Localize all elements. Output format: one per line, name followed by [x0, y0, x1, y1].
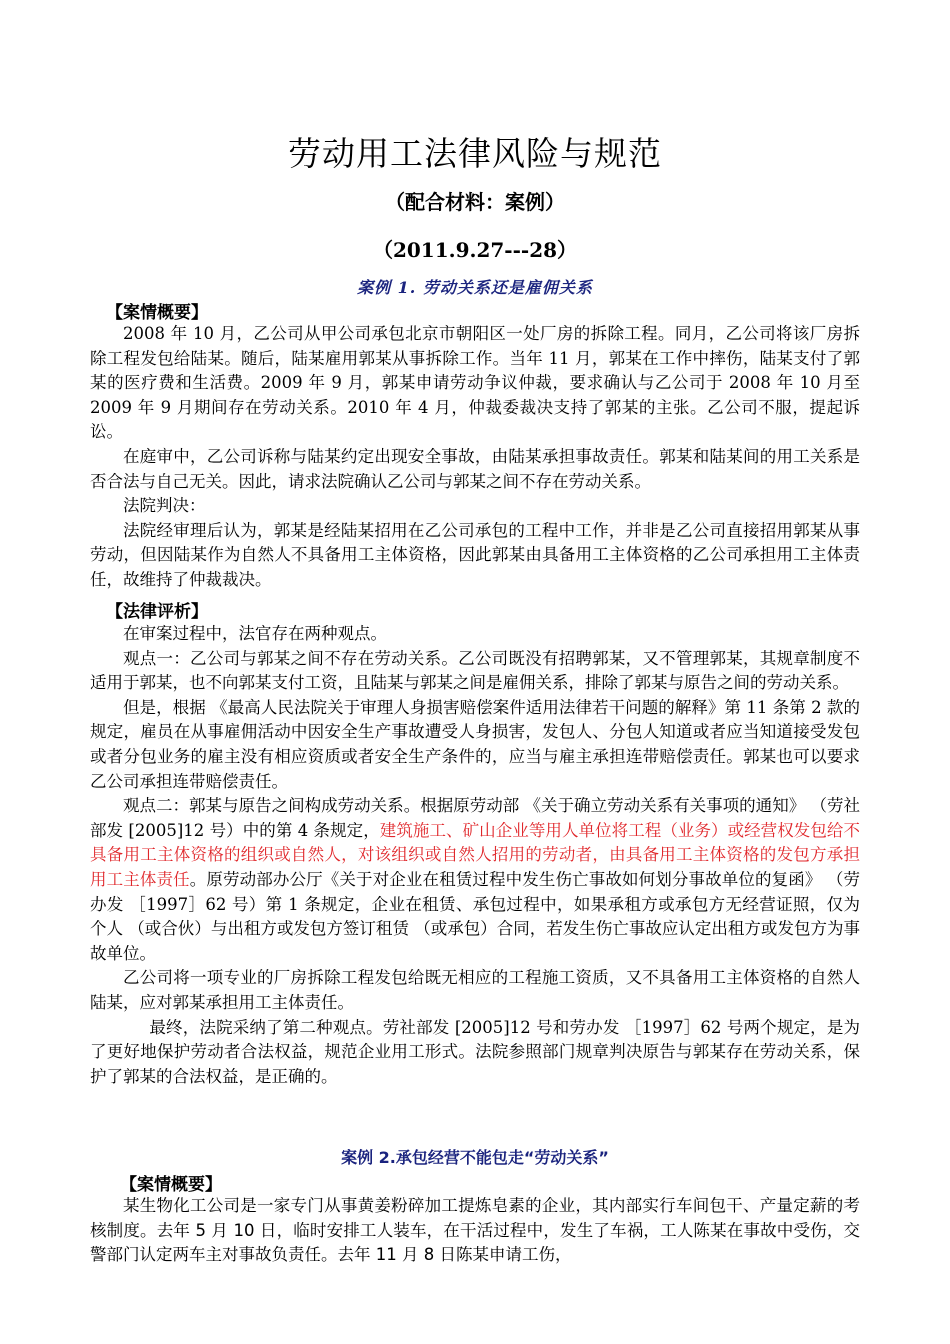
case1-paragraph: 法院判决：: [123, 496, 206, 516]
case1-p8-highlight: 建筑施工、矿山企业等用人单位将工程（业务）或经营权发包给不具备用工主体资格的组织或自然人，对该组织或自然人招用的劳动者，由具备用工主体资格的发包方承担用工主体责任: [90, 820, 860, 889]
case1-paragraph: 2008 年 10 月，乙公司从甲公司承包北京市朝阳区一处厂房的拆除工程。同月，乙公司将该厂房拆除工程发包给陆某。随后，陆某雇用郭某从事拆除工作。当年 11 月，郭某在工作中摔伤，陆某支付了郭某的医疗费和生活费。2009 年 9 月，郭某申请劳动争议仲裁，要求确认与乙公司于 2008 年 10 月至 2009 年 9 月期间存在劳动关系。2010 年 4 月，仲裁委裁决支持了郭某的主张。乙公司不服，提起诉讼。: [90, 324, 860, 442]
case1-paragraph: 乙公司将一项专业的厂房拆除工程发包给既无相应的工程施工资质，又不具备用工主体资格的自然人陆某，应对郭某承担用工主体责任。: [90, 968, 860, 1012]
case1-analysis-label: 【法律评析】: [106, 602, 208, 622]
case1-overview-body: [90, 322, 860, 593]
case1-paragraph-with-highlight: [90, 794, 860, 966]
case2-overview-label: 【案情概要】: [120, 1175, 222, 1195]
case1-paragraph: 观点一：乙公司与郭某之间不存在劳动关系。乙公司既没有招聘郭某，又不管理郭某，其规章制度不适用于郭某，也不向郭某支付工资，且陆某与郭某之间是雇佣关系，排除了郭某与原告之间的劳动关系。: [90, 648, 860, 693]
case1-heading: 案例 1. 劳动关系还是雇佣关系: [357, 278, 593, 297]
case1-paragraph: 在庭审中，乙公司诉称与陆某约定出现安全事故，由陆某承担事故责任。郭某和陆某间的用工关系是否合法与自己无关。因此，请求法院确认乙公司与郭某之间不存在劳动关系。: [90, 446, 860, 491]
doc-date: （2011.9.27---28）: [372, 238, 578, 262]
doc-title: 劳动用工法律风险与规范: [288, 134, 662, 173]
case2-overview-body: [90, 1194, 860, 1268]
case1-paragraph: 最终，法院采纳了第二种观点。劳社部发 [2005]12 号和劳办发 ［1997］62 号两个规定，是为了更好地保护劳动者合法权益，规范企业用工形式。法院参照部门规章判决原告与郭某存在劳动关系，保护了郭某的合法权益，是正确的。: [90, 1017, 860, 1086]
case1-paragraph: 法院经审理后认为，郭某是经陆某招用在乙公司承包的工程中工作，并非是乙公司直接招用郭某从事劳动，但因陆某作为自然人不具备用工主体资格，因此郭某由具备用工主体资格的乙公司承担用工主体责任，故维持了仲裁裁决。: [90, 520, 860, 589]
case1-paragraph: 在审案过程中，法官存在两种观点。: [123, 624, 387, 643]
case2-heading: 案例 2.承包经营不能包走“劳动关系”: [341, 1148, 609, 1167]
case1-p8-text-b: 。原劳动部办公厅《关于对企业在租赁过程中发生伤亡事故如何划分事故单位的复函》 （劳办发 ［1997］62 号）第 1 条规定，企业在租赁、承包过程中，如果承租方或承包方无经营证照，仅为个人 （或合伙）与出租方或发包方签订租赁 （或承包）合同，若发生伤亡事故应认定出租方或发包方为事故单位。: [90, 869, 860, 963]
case1-p8-text-a: 观点二：郭某与原告之间构成劳动关系。根据原劳动部 《关于确立劳动关系有关事项的通知》 （劳社部发 [2005]12 号）中的第 4 条规定，: [90, 796, 860, 840]
case1-analysis-body: [90, 622, 860, 1089]
case1-paragraph: 但是，根据 《最高人民法院关于审理人身损害赔偿案件适用法律若干问题的解释》第 11 条第 2 款的规定，雇员在从事雇佣活动中因安全生产事故遭受人身损害，发包人、分包人知道或者应当知道接受发包或者分包业务的雇主没有相应资质或者安全生产条件的，应当与雇主承担连带赔偿责任。郭某也可以要求乙公司承担连带赔偿责任。: [90, 697, 860, 791]
case2-paragraph: 某生物化工公司是一家专门从事黄姜粉碎加工提炼皂素的企业，其内部实行车间包干、产量定薪的考核制度。去年 5 月 10 日，临时安排工人装车，在干活过程中，发生了车祸，工人陈某在事故中受伤，交警部门认定两车主对事故负责任。去年 11 月 8 日陈某申请工伤，: [90, 1196, 860, 1265]
case1-overview-label: 【案情概要】: [106, 303, 208, 323]
doc-subtitle: （配合材料：案例）: [385, 190, 565, 214]
